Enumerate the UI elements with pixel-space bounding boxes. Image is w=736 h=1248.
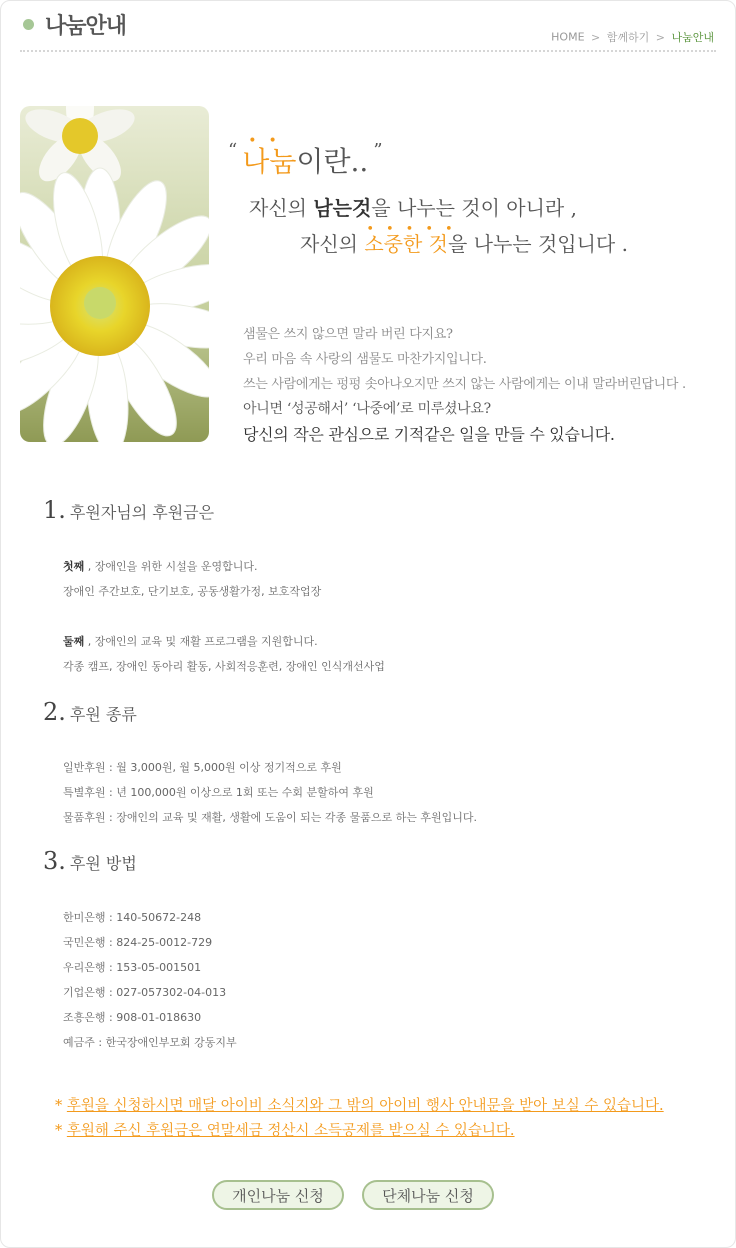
header-divider	[20, 50, 716, 52]
emphasis-dots: •••••	[366, 222, 465, 237]
emphasis-dots: ••	[248, 133, 289, 149]
list-item: 우리은행 : 153-05-001501	[63, 961, 202, 974]
item-text: , 장애인의 교육 및 재활 프로그램을 지원합니다.	[87, 635, 318, 648]
item-text: 각종 캠프, 장애인 동아리 활동, 사회적응훈련, 장애인 인식개선사업	[63, 660, 385, 673]
note-text: 후원을 신청하시면 매달 아이비 소식지와 그 밖의 아이비 행사 안내문을 받아 보실 수 있습니다.	[66, 1098, 664, 1114]
para-line: 샘물은 쓰지 않으면 말라 버린 다지요?	[243, 327, 453, 342]
para-line: 당신의 작은 관심으로 기적같은 일을 만들 수 있습니다.	[243, 425, 615, 444]
chevron-right-icon: >	[591, 30, 601, 44]
list-item	[63, 633, 318, 649]
section-number: 1.	[43, 496, 66, 524]
list-item: 예금주 : 한국장애인부모회 강동지부	[63, 1036, 237, 1049]
note-line	[55, 1119, 664, 1144]
intro-word	[242, 133, 297, 178]
breadcrumb-current: 나눔안내	[671, 31, 714, 44]
section-title: 후원자님의 후원금은	[69, 503, 215, 522]
list-item: 일반후원 : 월 3,000원, 월 5,000원 이상 정기적으로 후원	[63, 761, 342, 774]
line2-emphasis	[364, 222, 465, 256]
intro-paragraph	[243, 322, 686, 447]
para-line: 쓰는 사람에게는 펑펑 솟아나오지만 쓰지 않는 사람에게는 이내 말라버린답니다 .	[243, 377, 686, 392]
list-item: 기업은행 : 027-057302-04-013	[63, 986, 227, 999]
section-title: 후원 방법	[69, 854, 137, 873]
bullet-icon	[23, 19, 34, 30]
list-item: 국민은행 : 824-25-0012-729	[63, 936, 213, 949]
list-item: 물품후원 : 장애인의 교육 및 재활, 생활에 도움이 되는 각종 물품으로 하는 후원입니다.	[63, 811, 477, 824]
section-number: 2.	[43, 698, 66, 726]
item-text: , 장애인을 위한 시설을 운영합니다.	[87, 560, 258, 573]
section-heading-2	[43, 698, 137, 726]
list-item	[63, 658, 385, 674]
breadcrumb-together[interactable]: 함께하기	[606, 31, 650, 44]
line2-pre: 자신의	[300, 232, 365, 256]
list-item: 한미은행 : 140-50672-248	[63, 911, 202, 924]
group-apply-button[interactable]: 단체나눔 신청	[362, 1180, 494, 1210]
section-heading-1	[43, 496, 214, 524]
breadcrumb	[551, 29, 714, 45]
note-text: 후원해 주신 후원금은 연말세금 정산시 소득공제를 받으실 수 있습니다.	[66, 1123, 515, 1139]
notes	[55, 1094, 664, 1144]
line1-post: 을 나누는 것이 아니라 ,	[371, 196, 577, 220]
intro-heading	[228, 133, 383, 180]
note-line	[55, 1094, 664, 1119]
list-item	[63, 558, 258, 574]
para-line: 우리 마음 속 사랑의 샘물도 마찬가지입니다.	[243, 352, 487, 367]
para-line: 아니면 ‘성공해서’ ‘나중에’로 미루셨나요?	[243, 401, 491, 417]
section-heading-3	[43, 847, 137, 875]
line1-bold: 남는것	[313, 196, 372, 220]
intro-word-text: 나눔	[242, 145, 297, 178]
intro-word-rest: 이란..	[296, 145, 369, 178]
open-quote: “	[228, 140, 238, 161]
asterisk-icon: *	[55, 1098, 63, 1114]
chevron-right-icon: >	[655, 30, 665, 44]
intro-line-2	[300, 222, 628, 257]
close-quote: ”	[373, 140, 383, 161]
line2-orange: 소중한 것	[364, 232, 448, 256]
section-title: 후원 종류	[69, 705, 137, 724]
list-item: 조흥은행 : 908-01-018630	[63, 1011, 202, 1024]
daisy-photo	[20, 106, 209, 442]
list-item	[63, 583, 321, 599]
breadcrumb-home[interactable]: HOME	[551, 30, 585, 44]
item-bold: 첫째	[63, 560, 85, 573]
line1-pre: 자신의	[249, 196, 314, 220]
page-title: 나눔안내	[45, 14, 127, 39]
intro-line-1	[249, 192, 577, 221]
individual-apply-button[interactable]: 개인나눔 신청	[212, 1180, 344, 1210]
section-number: 3.	[43, 847, 66, 875]
asterisk-icon: *	[55, 1123, 63, 1139]
list-item: 특별후원 : 년 100,000원 이상으로 1회 또는 수회 분할하여 후원	[63, 786, 374, 799]
item-bold: 둘째	[63, 635, 85, 648]
line2-post: 을 나누는 것입니다 .	[447, 232, 628, 256]
item-text: 장애인 주간보호, 단기보호, 공동생활가정, 보호작업장	[63, 585, 322, 598]
